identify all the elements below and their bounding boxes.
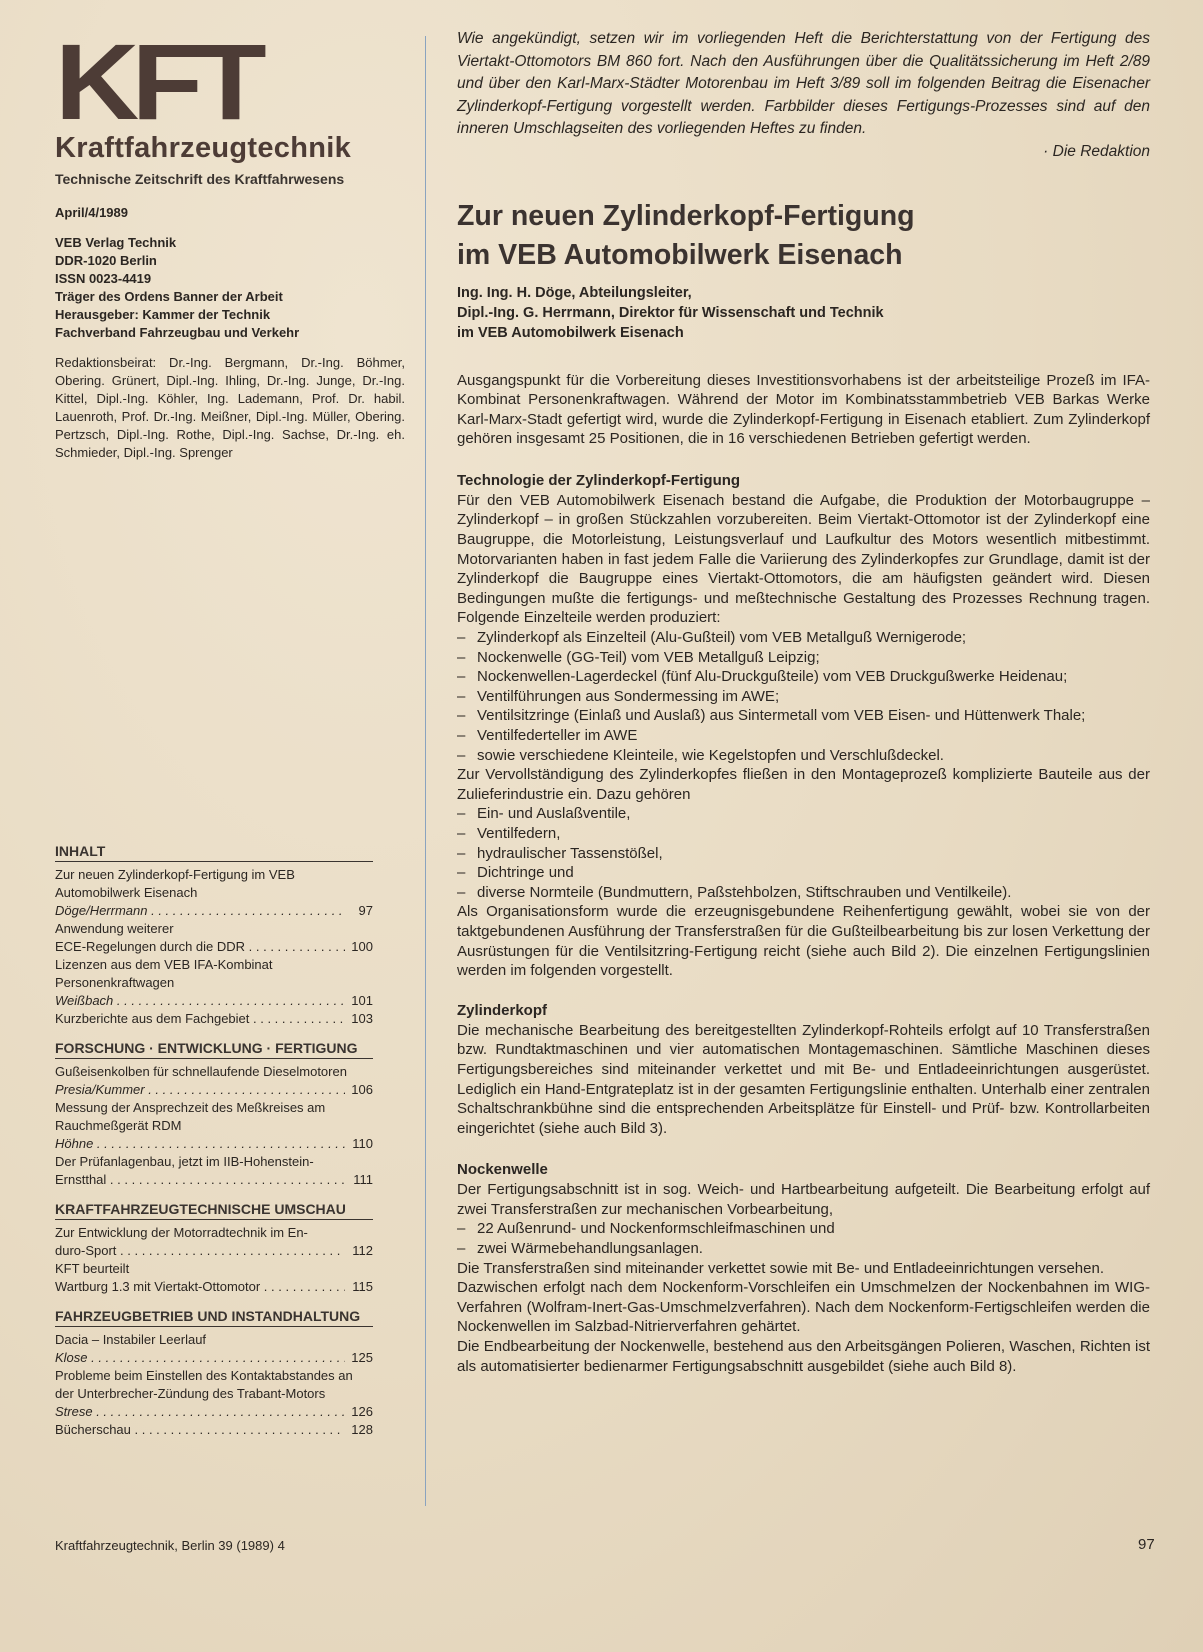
toc-entry[interactable] <box>55 1242 373 1260</box>
kft-logo: KFT <box>55 21 260 142</box>
publisher-info <box>55 234 405 342</box>
toc-entry[interactable] <box>55 1403 373 1421</box>
toc-entry-title: Zur Entwicklung der Motorradtechnik im En- <box>55 1225 308 1240</box>
toc-heading: INHALT <box>55 843 373 862</box>
toc-page-number: 125 <box>351 1350 373 1365</box>
toc-entry-author: Presia/Kummer . . . <box>55 1081 345 1099</box>
toc-entry[interactable] <box>55 1135 373 1153</box>
parts-list <box>457 628 1150 765</box>
toc-entry-title: Der Prüfanlagenbau, jetzt im IIB-Hohenstein- <box>55 1154 314 1169</box>
publisher-line: Träger des Ordens Banner der Arbeit <box>55 289 283 304</box>
signoff-text: Die Redaktion <box>1052 142 1150 160</box>
article-title <box>457 197 1150 275</box>
toc-entry-author: Weißbach . . . <box>55 992 345 1010</box>
toc-entry-author: Döge/Herrmann . . . <box>55 902 345 920</box>
toc-entry-title: Gußeisenkolben für schnellaufende Dieselmotoren <box>55 1064 347 1079</box>
page-number: 97 <box>1138 1536 1155 1553</box>
list-item: – sowie verschiedene Kleinteile, wie Kegelstopfen und Verschlußdeckel. <box>457 746 1150 766</box>
toc-entry-title: Dacia – Instabiler Leerlauf <box>55 1332 207 1347</box>
byline-line: Dipl.-Ing. G. Herrmann, Direktor für Wissenschaft und Technik <box>457 304 884 321</box>
toc-page-number: 115 <box>352 1279 373 1294</box>
column-divider <box>425 36 426 1506</box>
article-title-line: im VEB Automobilwerk Eisenach <box>457 238 903 271</box>
toc-page-number: 128 <box>351 1422 373 1437</box>
section-heading: Technologie der Zylinderkopf-Fertigung <box>457 471 741 489</box>
publisher-line: VEB Verlag Technik <box>55 235 177 250</box>
toc-entry-continuation: Wartburg 1.3 mit Viertakt-Ottomotor . . . <box>55 1278 345 1296</box>
toc-entry-title: Probleme beim Einstellen des Kontaktabstandes an der Unterbrecher-Zündung des Trabant-Motors <box>55 1368 353 1401</box>
publisher-line: ISSN 0023-4419 <box>55 271 152 286</box>
list-item: – Zylinderkopf als Einzelteil (Alu-Gußteil) vom VEB Metallguß Wernigerode; <box>457 628 1150 648</box>
paragraph: Die Endbearbeitung der Nockenwelle, bestehend aus den Arbeitsgängen Polieren, Waschen, Richten ist als automatisierter bedienarmer Fertigungsabschnitt ausgebildet (siehe auch Bild 8). <box>457 1338 1150 1375</box>
editorial-signoff: · Die Redaktion <box>1043 142 1150 160</box>
paragraph: Dazwischen erfolgt nach dem Nockenform-Vorschleifen ein Umschmelzen der Nockenbahnen im WIG-Verfahren (Wolfram-Inert-Gas-Umschmelzverfahren). Nach dem Nockenform-Fertigschleifen werden die Nockenwellen im Salzbad-Nitrierverfahren gehärtet. <box>457 1279 1150 1336</box>
list-item: – 22 Außenrund- und Nockenformschleifmaschinen und <box>457 1219 1150 1239</box>
list-item: – Ventilführungen aus Sondermessing im AWE; <box>457 687 1150 707</box>
paragraph: Als Organisationsform wurde die erzeugnisgebundene Reihenfertigung gewählt, wobei sie von der taktgebundenen Ausführung der Transferstraßen für die Gußteilbearbeitung bis zur losen Verkettung der Ausrüstungen für die Ventilsitzring-Fertigung reicht (siehe auch Bild 2). Die einzelnen Fertigungslinien werden im folgenden vorgestellt. <box>457 903 1150 980</box>
toc-heading: FORSCHUNG · ENTWICKLUNG · FERTIGUNG <box>55 1040 373 1059</box>
toc-entry-title: Zur neuen Zylinderkopf-Fertigung im VEB Automobilwerk Eisenach <box>55 867 295 900</box>
list-item: – hydraulischer Tassenstößel, <box>457 844 1150 864</box>
list-item: – Ein- und Auslaßventile, <box>457 804 1150 824</box>
byline-line: im VEB Automobilwerk Eisenach <box>457 324 684 341</box>
toc-entry[interactable] <box>55 1421 373 1439</box>
list-item: – Ventilsitzringe (Einlaß und Auslaß) aus Sintermetall vom VEB Eisen- und Hüttenwerk Thale; <box>457 706 1150 726</box>
toc-entry[interactable] <box>55 1010 373 1028</box>
magazine-title: Kraftfahrzeugtechnik <box>55 132 352 164</box>
toc-page-number: 126 <box>351 1404 373 1419</box>
toc-entry-author: Strese . . . <box>55 1403 345 1421</box>
list-item: – Ventilfederteller im AWE <box>457 726 1150 746</box>
toc-page-number: 101 <box>351 993 373 1008</box>
toc-entry[interactable] <box>55 938 373 956</box>
toc-entry-continuation: Bücherschau . . . <box>55 1421 345 1439</box>
toc-entry-title: Lizenzen aus dem VEB IFA-Kombinat Personenkraftwagen <box>55 957 273 990</box>
table-of-contents <box>55 843 373 1451</box>
toc-entry[interactable] <box>55 992 373 1010</box>
toc-entry[interactable] <box>55 1081 373 1099</box>
list-item: – Nockenwelle (GG-Teil) vom VEB Metallguß Leipzig; <box>457 648 1150 668</box>
section-heading: Zylinderkopf <box>457 1001 548 1019</box>
paragraph: Für den VEB Automobilwerk Eisenach bestand die Aufgabe, die Produktion der Motorbaugruppe – Zylinderkopf – in großen Stückzahlen vorzubereiten. Beim Viertakt-Ottomotor ist der Zylinderkopf eine Baugruppe, die Motorleistung, Leistungsverlauf und Laufkultur des Motors wesentlich mitbestimmt. Motorvarianten haben in fast jedem Falle die Variierung des Zylinderkopfes zur Grundlage, damit ist der Zylinderkopf die Baugruppe eines Viertakt-Ottomotors, die am häufigsten geändert wird. Diesen Bedingungen mußte die fertigungs- und meßtechnische Gestaltung des Prozesses Rechnung tragen. Folgende Einzelteile werden produziert: <box>457 491 1150 627</box>
paragraph: Zur Vervollständigung des Zylinderkopfes fließen in den Montageprozeß komplizierte Bauteile aus der Zulieferindustrie ein. Dazu gehören <box>457 766 1150 803</box>
list-item: – Ventilfedern, <box>457 824 1150 844</box>
byline-line: Ing. Ing. H. Döge, Abteilungsleiter, <box>457 284 692 301</box>
equipment-list <box>457 1219 1150 1258</box>
list-item: – Nockenwellen-Lagerdeckel (fünf Alu-Druckgußteile) vom VEB Druckgußwerke Heidenau; <box>457 667 1150 687</box>
article-body <box>457 343 1150 1377</box>
toc-section-umschau <box>55 1201 373 1296</box>
toc-section-fahrzeugbetrieb <box>55 1308 373 1439</box>
article-title-line: Zur neuen Zylinderkopf-Fertigung <box>457 199 915 232</box>
toc-page-number: 103 <box>351 1011 373 1026</box>
editorial-intro: Wie angekündigt, setzen wir im vorliegenden Heft die Berichterstattung von der Fertigung des Viertakt-Ottomotors BM 860 fort. Nach den Ausführungen über die Qualitätssicherung im Heft 2/89 und über den Karl-Marx-Städter Motorenbau im Heft 3/89 soll im folgenden Beitrag die Eisenacher Zylinderkopf-Fertigung vorgestellt werden. Farbbilder dieses Fertigungs-Prozesses sind auf den inneren Umschlagseiten des vorliegenden Heftes zu finden. <box>457 30 1150 137</box>
publisher-line: Fachverband Fahrzeugbau und Verkehr <box>55 325 300 340</box>
issue-date: April/4/1989 <box>55 205 128 220</box>
list-item: – Dichtringe und <box>457 863 1150 883</box>
masthead <box>55 21 405 462</box>
toc-heading: FAHRZEUGBETRIEB UND INSTANDHALTUNG <box>55 1308 373 1327</box>
toc-entry[interactable] <box>55 1349 373 1367</box>
list-item: – diverse Normteile (Bundmuttern, Paßstehbolzen, Stiftschrauben und Ventilkeile). <box>457 883 1150 903</box>
toc-page-number: 112 <box>352 1243 373 1258</box>
toc-section-forschung <box>55 1040 373 1189</box>
toc-entry-title: KFT beurteilt <box>55 1261 130 1276</box>
magazine-subtitle: Technische Zeitschrift des Kraftfahrwesens <box>55 171 345 187</box>
toc-page-number: 100 <box>351 939 373 954</box>
toc-entry-author: Klose . . . <box>55 1349 345 1367</box>
toc-entry[interactable] <box>55 902 373 920</box>
supplier-parts-list <box>457 804 1150 902</box>
toc-entry[interactable] <box>55 1171 373 1189</box>
publisher-line: Herausgeber: Kammer der Technik <box>55 307 271 322</box>
publisher-line: DDR-1020 Berlin <box>55 253 157 268</box>
section-heading: Nockenwelle <box>457 1161 548 1179</box>
footer-citation: Kraftfahrzeugtechnik, Berlin 39 (1989) 4 <box>55 1538 285 1553</box>
list-item: – zwei Wärmebehandlungsanlagen. <box>457 1239 1150 1259</box>
editorial-board: Redaktionsbeirat: Dr.-Ing. Bergmann, Dr.-Ing. Böhmer, Obering. Grünert, Dipl.-Ing. Ihling, Dr.-Ing. Junge, Dr.-Ing. Kittel, Dipl.-Ing. Köhler, Ing. Lademann, Prof. Dr. habil. Lauenroth, Prof. Dr.-Ing. Meißner, Dipl.-Ing. Müller, Obering. Pertzsch, Dipl.-Ing. Rothe, Dipl.-Ing. Sachse, Dr.-Ing. eh. Schmieder, Dipl.-Ing. Sprenger <box>55 355 405 460</box>
toc-entry-title: Messung der Ansprechzeit des Meßkreises am Rauchmeßgerät RDM <box>55 1100 326 1133</box>
article <box>457 28 1150 1376</box>
paragraph: Der Fertigungsabschnitt ist in sog. Weich- und Hartbearbeitung aufgeteilt. Die Bearbeitung erfolgt auf zwei Transferstraßen zur mechanischen Vorbearbeitung, <box>457 1181 1150 1218</box>
toc-section-inhalt <box>55 843 373 1028</box>
toc-entry-continuation: ECE-Regelungen durch die DDR . . . <box>55 938 345 956</box>
paragraph: Ausgangspunkt für die Vorbereitung dieses Investitionsvorhabens ist der arbeitsteilige Prozeß im IFA-Kombinat Personenkraftwagen. Während der Motor im Kombinatsstammbetrieb VEB Barkas Werke Karl-Marx-Stadt gefertigt wird, wurde die Zylinderkopf-Fertigung in Eisenach etabliert. Zum Zylinderkopf gehören insgesamt 25 Positionen, die in 16 verschiedenen Betrieben gefertigt werden. <box>457 371 1150 448</box>
paragraph: Die mechanische Bearbeitung des bereitgestellten Zylinderkopf-Rohteils erfolgt auf 10 Transferstraßen bzw. Rundtaktmaschinen und vier automatischen Montagemaschinen. Sämtliche Maschinen dieses Fertigungsbereiches sind miteinander verkettet und mit Be- und Entladeeinrichtungen ausgerüstet. Lediglich ein Hand-Entgrateplatz ist in der gesamten Fertigungslinie enthalten. Unterhalb einer zentralen Schaltschrankbühne sind die entsprechenden Arbeitsplätze für Einstell- und Prüf- bzw. Kontrollarbeiten eingerichtet (siehe auch Bild 3). <box>457 1021 1150 1137</box>
toc-entry-author: Höhne . . . <box>55 1135 345 1153</box>
article-byline <box>457 283 1150 343</box>
toc-entry-continuation: Kurzberichte aus dem Fachgebiet . . . <box>55 1010 345 1028</box>
toc-entry-continuation: Ernstthal . . . <box>55 1171 345 1189</box>
toc-page-number: 110 <box>352 1136 373 1151</box>
toc-entry[interactable] <box>55 1278 373 1296</box>
toc-page-number: 97 <box>358 903 373 918</box>
toc-page-number: 106 <box>351 1082 373 1097</box>
paragraph: Die Transferstraßen sind miteinander verkettet sowie mit Be- und Entladeeinrichtungen versehen. <box>457 1259 1104 1277</box>
toc-heading: KRAFTFAHRZEUGTECHNISCHE UMSCHAU <box>55 1201 373 1220</box>
toc-entry-title: Anwendung weiterer <box>55 921 174 936</box>
toc-entry-continuation: duro-Sport . . . <box>55 1242 345 1260</box>
toc-page-number: 111 <box>353 1172 373 1187</box>
